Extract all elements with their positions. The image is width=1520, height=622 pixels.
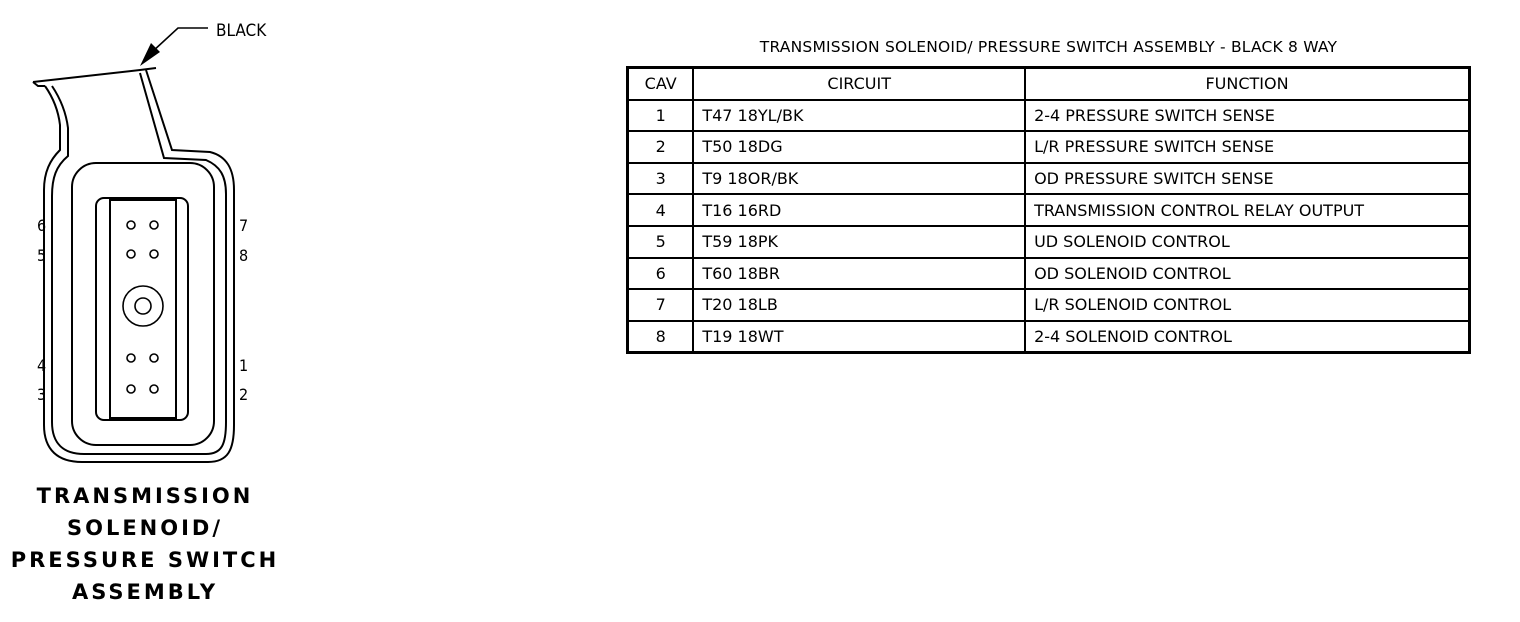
- circuit-cell: T9 18OR/BK: [693, 163, 1025, 195]
- function-cell: OD SOLENOID CONTROL: [1025, 258, 1469, 290]
- pin-label-6: 6: [37, 216, 47, 235]
- cavity-4: [127, 354, 135, 362]
- table-row: [628, 100, 1470, 132]
- cav-cell: 7: [628, 289, 694, 321]
- circuit-cell: T60 18BR: [693, 258, 1025, 290]
- cav-cell: 2: [628, 131, 694, 163]
- circuit-cell: T16 16RD: [693, 194, 1025, 226]
- pin-label-4: 4: [37, 356, 47, 375]
- connector-body: [33, 68, 234, 462]
- header-function: FUNCTION: [1025, 68, 1469, 100]
- table-header-row: [628, 68, 1470, 100]
- table-row: [628, 163, 1470, 195]
- cav-cell: 4: [628, 194, 694, 226]
- function-cell: L/R SOLENOID CONTROL: [1025, 289, 1469, 321]
- cav-cell: 5: [628, 226, 694, 258]
- table-row: [628, 321, 1470, 353]
- pin-label-8: 8: [239, 246, 249, 265]
- circuit-cell: T20 18LB: [693, 289, 1025, 321]
- table-row: [628, 194, 1470, 226]
- caption-line: PRESSURE SWITCH: [10, 548, 280, 572]
- cavity-7: [150, 221, 158, 229]
- pin-label-1: 1: [239, 356, 249, 375]
- pin-cavities: [123, 221, 163, 393]
- cav-cell: 6: [628, 258, 694, 290]
- cavity-1: [150, 354, 158, 362]
- table-row: [628, 289, 1470, 321]
- header-cav: CAV: [628, 68, 694, 100]
- function-cell: L/R PRESSURE SWITCH SENSE: [1025, 131, 1469, 163]
- function-cell: 2-4 SOLENOID CONTROL: [1025, 321, 1469, 353]
- circuit-cell: T47 18YL/BK: [693, 100, 1025, 132]
- function-cell: TRANSMISSION CONTROL RELAY OUTPUT: [1025, 194, 1469, 226]
- pin-label-5: 5: [37, 246, 47, 265]
- color-callout-label: BLACK: [216, 21, 267, 41]
- function-cell: OD PRESSURE SWITCH SENSE: [1025, 163, 1469, 195]
- circuit-cell: T19 18WT: [693, 321, 1025, 353]
- pin-label-7: 7: [239, 216, 249, 235]
- cavity-2: [150, 385, 158, 393]
- function-cell: 2-4 PRESSURE SWITCH SENSE: [1025, 100, 1469, 132]
- cavity-3: [127, 385, 135, 393]
- table-row: [628, 226, 1470, 258]
- pinout-table: [626, 66, 1471, 354]
- color-callout-leader: [140, 28, 208, 66]
- table-row: [628, 258, 1470, 290]
- table-row: [628, 131, 1470, 163]
- cavity-8: [150, 250, 158, 258]
- cav-cell: 8: [628, 321, 694, 353]
- cav-cell: 3: [628, 163, 694, 195]
- connector-caption: [10, 480, 280, 608]
- cavity-6: [127, 221, 135, 229]
- caption-line: SOLENOID/: [66, 516, 224, 540]
- header-circuit: CIRCUIT: [693, 68, 1025, 100]
- cavity-5: [127, 250, 135, 258]
- circuit-cell: T50 18DG: [693, 131, 1025, 163]
- pin-label-3: 3: [37, 385, 47, 404]
- table-title: TRANSMISSION SOLENOID/ PRESSURE SWITCH ASSEMBLY - BLACK 8 WAY: [759, 38, 1338, 56]
- circuit-cell: T59 18PK: [693, 226, 1025, 258]
- caption-line: TRANSMISSION: [36, 484, 254, 508]
- cav-cell: 1: [628, 100, 694, 132]
- center-bolt-inner: [135, 298, 151, 314]
- pin-label-2: 2: [239, 385, 249, 404]
- caption-line: ASSEMBLY: [71, 580, 219, 604]
- function-cell: UD SOLENOID CONTROL: [1025, 226, 1469, 258]
- center-bolt-outer: [123, 286, 163, 326]
